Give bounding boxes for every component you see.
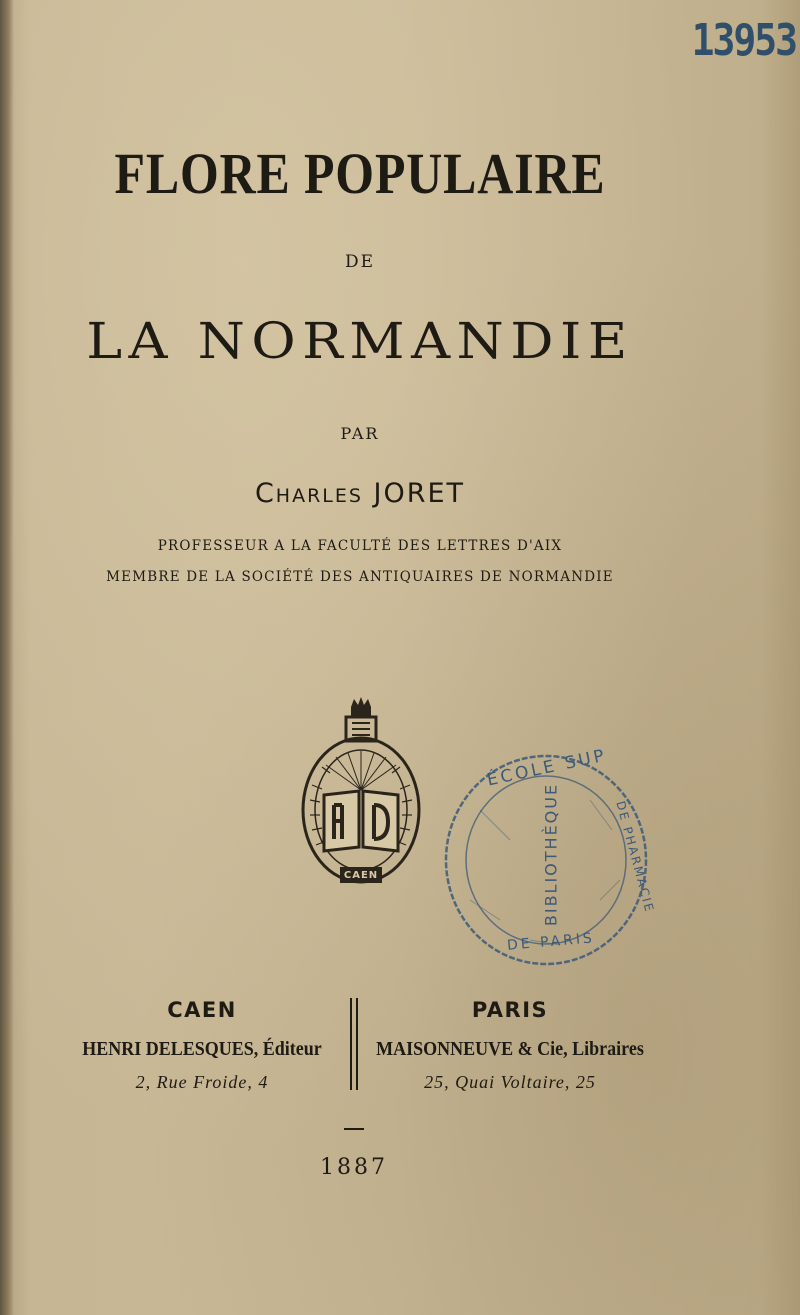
book-title-line1: FLORE POPULAIRE bbox=[114, 141, 606, 206]
seal-bottom-text: DE PARIS bbox=[506, 930, 596, 954]
seal-center-text: BIBLIOTHÈQUE bbox=[541, 782, 561, 927]
imprint-right-publisher: MAISONNEUVE & Cie, Libraires bbox=[376, 1038, 644, 1060]
imprint-right-city: PARIS bbox=[471, 998, 549, 1022]
author-role-professor: PROFESSEUR A LA FACULTÉ DES LETTRES D'AIX bbox=[157, 538, 563, 554]
inventory-stamp-number: 13953 bbox=[691, 14, 796, 66]
book-title-line2: LA NORMANDIE bbox=[86, 312, 634, 370]
year-separator-dash bbox=[344, 1128, 364, 1130]
imprint-divider-line bbox=[350, 998, 352, 1090]
imprint-divider-line-2 bbox=[356, 998, 358, 1090]
publisher-book-emblem-icon bbox=[296, 695, 426, 895]
imprint-left-city: CAEN bbox=[167, 998, 237, 1022]
book-title-connector: DE bbox=[344, 252, 376, 272]
author-role-society: MEMBRE DE LA SOCIÉTÉ DES ANTIQUAIRES DE NORMANDIE bbox=[106, 569, 614, 585]
imprint-right-address: 25, Quai Voltaire, 25 bbox=[424, 1072, 596, 1092]
seal-top-text: ÉCOLE SUP bbox=[485, 745, 609, 791]
publication-year: 1887 bbox=[320, 1155, 388, 1180]
imprint-right bbox=[360, 998, 660, 1098]
author-name: Charles JORET bbox=[254, 478, 466, 509]
imprint-left-address: 2, Rue Froide, 4 bbox=[135, 1072, 269, 1092]
imprint-left-publisher: HENRI DELESQUES, Éditeur bbox=[82, 1038, 322, 1060]
seal-side-text: DE PHARMACIE bbox=[613, 799, 657, 915]
book-spine-edge bbox=[0, 0, 14, 1315]
imprint-left bbox=[52, 998, 352, 1098]
byline-par: PAR bbox=[340, 424, 380, 443]
emblem-label: CAEN bbox=[343, 870, 379, 881]
